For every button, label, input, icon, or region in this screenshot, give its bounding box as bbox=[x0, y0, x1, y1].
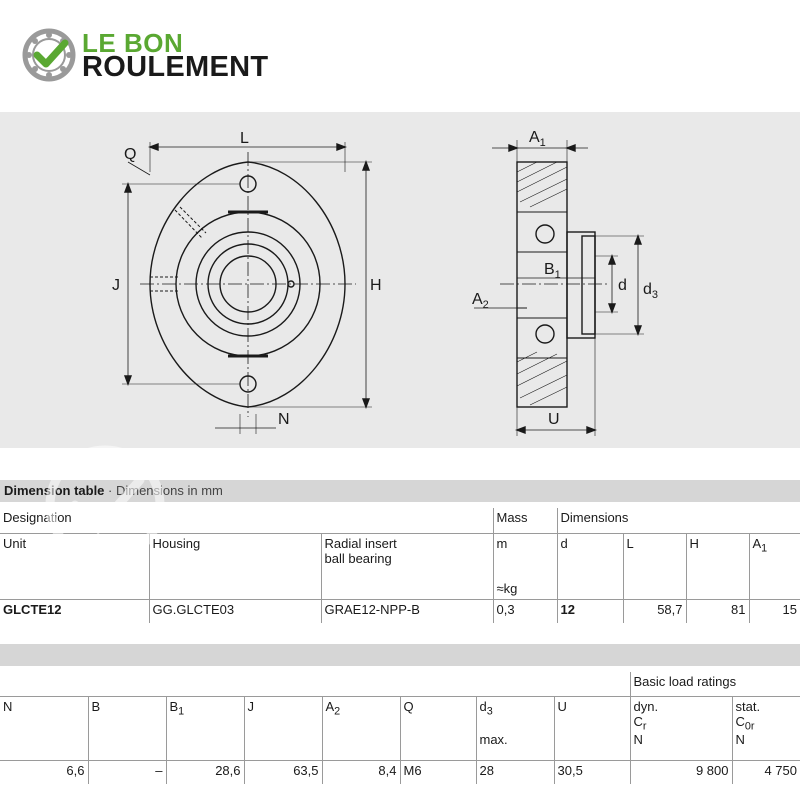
table-row bbox=[0, 599, 800, 623]
table-title: Dimension table bbox=[4, 483, 105, 498]
dyn-header: dyn. $C_r$ N bbox=[630, 696, 732, 760]
U-value: 30,5 bbox=[554, 760, 630, 784]
housing-header: Housing bbox=[149, 533, 321, 599]
A2-value: 8,4 bbox=[322, 760, 400, 784]
label-d: d bbox=[618, 277, 627, 294]
label-N: N bbox=[278, 411, 290, 428]
L-header: L bbox=[623, 533, 686, 599]
L-value: 58,7 bbox=[623, 599, 686, 623]
H-value: 81 bbox=[686, 599, 749, 623]
ball-bottom bbox=[536, 325, 554, 343]
dimension-table bbox=[0, 508, 800, 623]
unit-value: GLCTE12 bbox=[0, 599, 149, 623]
d-header: d bbox=[557, 533, 623, 599]
bearing-check-icon bbox=[22, 28, 76, 82]
J-value: 63,5 bbox=[244, 760, 322, 784]
B-header: B bbox=[88, 696, 166, 760]
d3-value: 28 bbox=[476, 760, 554, 784]
label-L: L bbox=[240, 130, 249, 147]
N-header: N bbox=[0, 696, 88, 760]
basic-load-ratings-header: Basic load ratings bbox=[630, 672, 800, 696]
dimensions-header: Dimensions bbox=[557, 508, 800, 533]
Q-value: M6 bbox=[400, 760, 476, 784]
d3-header: $d_3$ max. bbox=[476, 696, 554, 760]
header bbox=[0, 0, 800, 112]
brand-line2: ROULEMENT bbox=[82, 51, 269, 83]
label-H: H bbox=[370, 277, 382, 294]
B1-header: $B_1$ bbox=[166, 696, 244, 760]
U-header: U bbox=[554, 696, 630, 760]
label-A1: $A_1$ bbox=[529, 129, 546, 149]
brand-logo[interactable] bbox=[22, 26, 302, 86]
label-B1: $B_1$ bbox=[544, 261, 561, 281]
Q-header: Q bbox=[400, 696, 476, 760]
label-J: J bbox=[112, 277, 120, 294]
label-d3: $d_3$ bbox=[643, 281, 659, 301]
dimension-table-continued bbox=[0, 672, 800, 784]
radial-insert-header: Radial insert ball bearing bbox=[321, 533, 493, 599]
table-row bbox=[0, 760, 800, 784]
Cr-value: 9 800 bbox=[630, 760, 732, 784]
flange-outline bbox=[150, 162, 345, 407]
stat-header: stat. $C_{0r}$ N bbox=[732, 696, 800, 760]
label-U: U bbox=[548, 411, 560, 428]
d-value: 12 bbox=[557, 599, 623, 623]
A1-header: $A_1$ bbox=[749, 533, 800, 599]
C0r-value: 4 750 bbox=[732, 760, 800, 784]
mass-header: Mass bbox=[493, 508, 557, 533]
ball-top bbox=[536, 225, 554, 243]
brand-line1: LE BON bbox=[82, 28, 184, 58]
B-value: – bbox=[88, 760, 166, 784]
mass-value: 0,3 bbox=[493, 599, 557, 623]
designation-header: Designation bbox=[3, 510, 72, 525]
drawing-svg bbox=[0, 112, 800, 448]
H-header: H bbox=[686, 533, 749, 599]
dimension-table-title bbox=[0, 480, 800, 502]
label-A2: $A_2$ bbox=[472, 291, 489, 311]
N-value: 6,6 bbox=[0, 760, 88, 784]
table-subtitle: · Dimensions in mm bbox=[104, 483, 223, 498]
A1-value: 15 bbox=[749, 599, 800, 623]
dimension-table-continued-bar bbox=[0, 644, 800, 666]
A2-header: $A_2$ bbox=[322, 696, 400, 760]
technical-drawing bbox=[0, 112, 800, 448]
unit-header: Unit bbox=[0, 533, 149, 599]
mass-unit-header: m ≈kg bbox=[493, 533, 557, 599]
label-Q: Q bbox=[124, 146, 137, 163]
B1-value: 28,6 bbox=[166, 760, 244, 784]
J-header: J bbox=[244, 696, 322, 760]
bearing-value: GRAE12-NPP-B bbox=[321, 599, 493, 623]
housing-value: GG.GLCTE03 bbox=[149, 599, 321, 623]
